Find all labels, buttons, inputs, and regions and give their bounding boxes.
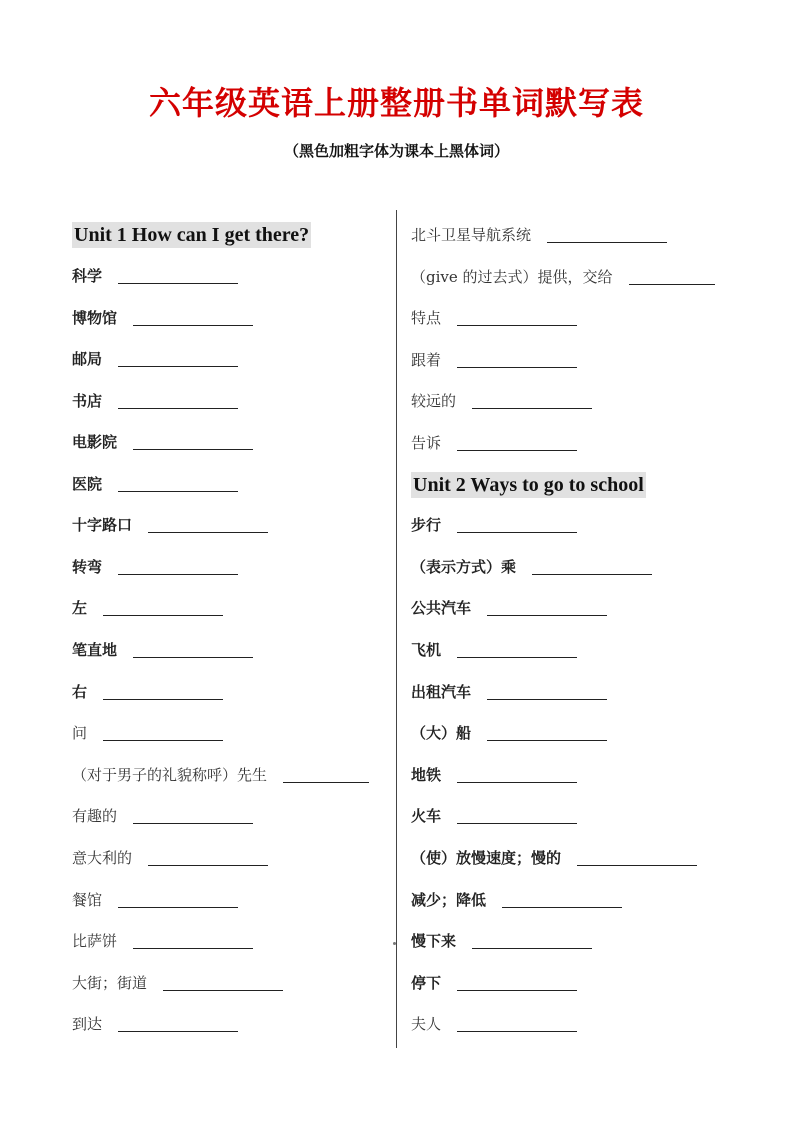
- vocab-row: [72, 474, 238, 494]
- answer-blank[interactable]: [577, 865, 697, 866]
- vocab-row: [411, 308, 577, 328]
- vocab-word: 公共汽车: [411, 599, 472, 617]
- answer-blank[interactable]: [472, 408, 592, 409]
- vocab-row: [411, 267, 715, 287]
- vocab-row: [72, 598, 223, 618]
- vocab-row: [411, 598, 607, 618]
- vocab-row: [411, 931, 592, 951]
- answer-blank[interactable]: [103, 615, 223, 616]
- vocab-row: [72, 640, 253, 660]
- page-subtitle: （黑色加粗字体为课本上黑体词）: [283, 142, 509, 160]
- answer-blank[interactable]: [118, 283, 238, 284]
- answer-blank[interactable]: [457, 367, 577, 368]
- vocab-word: （表示方式）乘: [411, 558, 517, 576]
- vocab-row: [72, 765, 369, 785]
- vocab-row: [72, 806, 253, 826]
- vocab-row: [72, 308, 253, 328]
- answer-blank[interactable]: [133, 823, 253, 824]
- answer-blank[interactable]: [148, 532, 268, 533]
- vocab-word: 出租汽车: [411, 683, 472, 701]
- vocab-word: 左: [72, 599, 88, 617]
- vocab-row: [411, 225, 667, 245]
- answer-blank[interactable]: [148, 865, 268, 866]
- vocab-row: [411, 350, 577, 370]
- answer-blank[interactable]: [629, 284, 715, 285]
- answer-blank[interactable]: [118, 1031, 238, 1032]
- vocab-word: 地铁: [411, 766, 442, 784]
- vocab-row: [72, 266, 238, 286]
- answer-blank[interactable]: [118, 491, 238, 492]
- vocab-row: [72, 349, 238, 369]
- answer-blank[interactable]: [487, 615, 607, 616]
- vocab-row: [411, 723, 607, 743]
- answer-blank[interactable]: [118, 408, 238, 409]
- vocab-row: [72, 890, 238, 910]
- vocab-word: 减少；降低: [411, 891, 487, 909]
- vocab-row: [411, 806, 577, 826]
- vocab-word: 北斗卫星导航系统: [411, 226, 532, 244]
- answer-blank[interactable]: [283, 782, 369, 783]
- vocab-word: 告诉: [411, 434, 442, 452]
- answer-blank[interactable]: [118, 907, 238, 908]
- vocab-row: [72, 723, 223, 743]
- vocab-row: [72, 391, 238, 411]
- vocab-word: 问: [72, 724, 88, 742]
- vocab-word: 意大利的: [72, 849, 133, 867]
- vocab-word: 餐馆: [72, 891, 103, 909]
- vocab-word: 转弯: [72, 558, 103, 576]
- answer-blank[interactable]: [532, 574, 652, 575]
- vocab-word: 笔直地: [72, 641, 118, 659]
- answer-blank[interactable]: [487, 740, 607, 741]
- vocab-row: [72, 557, 238, 577]
- answer-blank[interactable]: [502, 907, 622, 908]
- vocab-word: 医院: [72, 475, 103, 493]
- vocab-row: [411, 848, 697, 868]
- answer-blank[interactable]: [457, 325, 577, 326]
- answer-blank[interactable]: [547, 242, 667, 243]
- vocab-row: [411, 433, 577, 453]
- answer-blank[interactable]: [457, 1031, 577, 1032]
- answer-blank[interactable]: [118, 366, 238, 367]
- answer-blank[interactable]: [133, 948, 253, 949]
- vocab-word: （大）船: [411, 724, 472, 742]
- vocab-row: [72, 973, 283, 993]
- vocab-word: （使）放慢速度；慢的: [411, 849, 562, 867]
- answer-blank[interactable]: [457, 782, 577, 783]
- vocab-word: 书店: [72, 392, 103, 410]
- answer-blank[interactable]: [457, 990, 577, 991]
- answer-blank[interactable]: [133, 449, 253, 450]
- vocab-word: 大街；街道: [72, 974, 148, 992]
- answer-blank[interactable]: [457, 823, 577, 824]
- vocab-word: 博物馆: [72, 309, 118, 327]
- vocab-row: [411, 1014, 577, 1034]
- answer-blank[interactable]: [457, 657, 577, 658]
- vocab-row: [411, 890, 622, 910]
- vocab-row: [72, 515, 268, 535]
- vocab-row: [72, 1014, 238, 1034]
- vocab-row: [411, 765, 577, 785]
- answer-blank[interactable]: [103, 740, 223, 741]
- vocab-word: 慢下来: [411, 932, 457, 950]
- vocab-word: 电影院: [72, 433, 118, 451]
- vocab-word: 夫人: [411, 1015, 442, 1033]
- answer-blank[interactable]: [118, 574, 238, 575]
- answer-blank[interactable]: [163, 990, 283, 991]
- vocab-word: 比萨饼: [72, 932, 118, 950]
- vocab-word: 停下: [411, 974, 442, 992]
- vocab-word: 科学: [72, 267, 103, 285]
- answer-blank[interactable]: [457, 450, 577, 451]
- answer-blank[interactable]: [133, 657, 253, 658]
- vocab-word: 火车: [411, 807, 442, 825]
- vocab-row: [411, 391, 592, 411]
- vocab-word: 特点: [411, 309, 442, 327]
- answer-blank[interactable]: [472, 948, 592, 949]
- vocab-word: 飞机: [411, 641, 442, 659]
- answer-blank[interactable]: [457, 532, 577, 533]
- vocab-row: [411, 640, 577, 660]
- vocab-word: 到达: [72, 1015, 103, 1033]
- vocab-row: [72, 931, 253, 951]
- vocab-row: [411, 557, 652, 577]
- vocab-word: 十字路口: [72, 516, 133, 534]
- vocab-row: [72, 682, 223, 702]
- vocab-row: [411, 682, 607, 702]
- vocab-row: [72, 432, 253, 452]
- vocab-row: [411, 973, 577, 993]
- vocab-word: 步行: [411, 516, 442, 534]
- column-divider: [396, 210, 397, 1048]
- unit-2-heading: Unit 2 Ways to go to school: [413, 474, 644, 496]
- vocab-word: 右: [72, 683, 88, 701]
- vocab-word: （对于男子的礼貌称呼）先生: [72, 766, 268, 784]
- vocab-word: 跟着: [411, 351, 442, 369]
- answer-blank[interactable]: [133, 325, 253, 326]
- vocab-word: （give 的过去式）提供，交给: [411, 268, 613, 286]
- answer-blank[interactable]: [487, 699, 607, 700]
- vocab-word: 邮局: [72, 350, 103, 368]
- answer-blank[interactable]: [103, 699, 223, 700]
- vocab-row: [411, 515, 577, 535]
- scan-speck: [393, 942, 396, 945]
- page-title: 六年级英语上册整册书单词默写表: [148, 84, 644, 122]
- unit-1-heading: Unit 1 How can I get there?: [74, 224, 310, 246]
- vocab-row: [72, 848, 268, 868]
- vocab-word: 有趣的: [72, 807, 118, 825]
- vocab-word: 较远的: [411, 392, 457, 410]
